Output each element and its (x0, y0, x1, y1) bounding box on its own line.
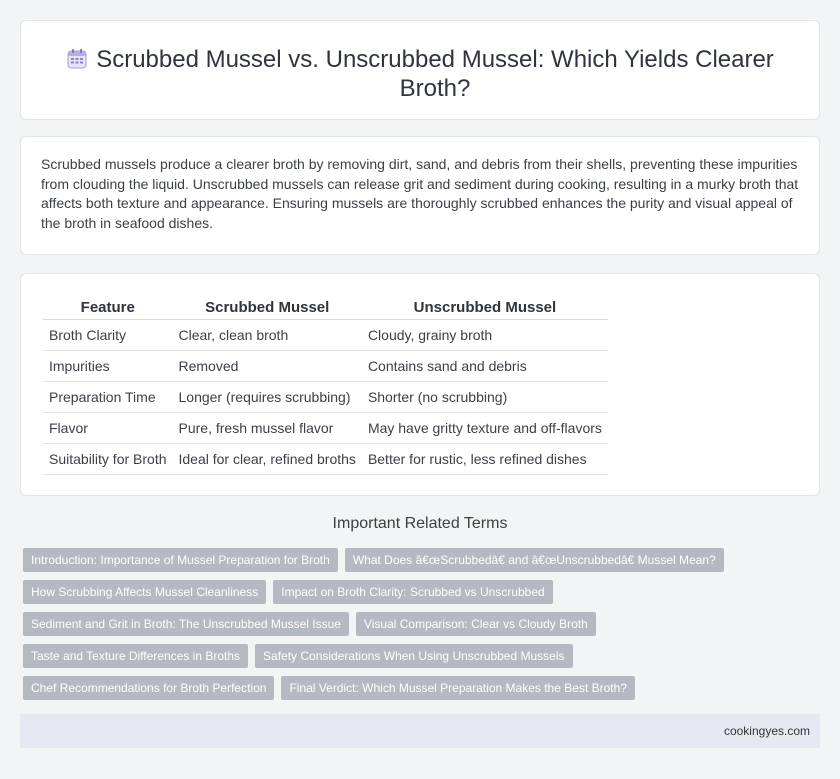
column-header: Unscrubbed Mussel (362, 296, 608, 320)
table-cell: Suitability for Broth (43, 444, 173, 475)
table-row (43, 382, 608, 413)
table-cell: Clear, clean broth (173, 320, 362, 351)
related-term-tag[interactable]: Taste and Texture Differences in Broths (23, 644, 248, 668)
table-cell: Pure, fresh mussel flavor (173, 413, 362, 444)
table-cell: Preparation Time (43, 382, 173, 413)
table-cell: Contains sand and debris (362, 351, 608, 382)
related-term-tag[interactable]: Safety Considerations When Using Unscrubbed Mussels (255, 644, 572, 668)
table-cell: May have gritty texture and off-flavors (362, 413, 608, 444)
header-card (20, 20, 820, 120)
page-title: Scrubbed Mussel vs. Unscrubbed Mussel: Which Yields Clearer Broth? (96, 46, 774, 102)
table-cell: Flavor (43, 413, 173, 444)
tag-row (23, 644, 803, 668)
tag-row (23, 580, 803, 604)
table-row (43, 320, 608, 351)
table-cell: Longer (requires scrubbing) (173, 382, 362, 413)
related-term-tag[interactable]: What Does â€œScrubbedâ€ and â€œUnscrubbedâ€ Mussel Mean? (345, 548, 724, 572)
tag-row (23, 676, 803, 700)
related-term-tag[interactable]: Final Verdict: Which Mussel Preparation Makes the Best Broth? (281, 676, 634, 700)
related-terms-list (23, 548, 803, 708)
table-row (43, 351, 608, 382)
related-term-tag[interactable]: Visual Comparison: Clear vs Cloudy Broth (356, 612, 596, 636)
table-row (43, 413, 608, 444)
table-row (43, 444, 608, 475)
description-card (20, 136, 820, 255)
column-header: Feature (43, 296, 173, 320)
comparison-table (43, 296, 608, 475)
related-terms-title: Important Related Terms (332, 515, 508, 532)
footer (20, 714, 820, 748)
table-cell: Removed (173, 351, 362, 382)
description-text: Scrubbed mussels produce a clearer broth by removing dirt, sand, and debris from their shells, preventing these impurities from clouding the liquid. Unscrubbed mussels can release grit and sediment during cooking, resulting in a murky broth that affects both texture and appearance. Ensuring mussels are thoroughly scrubbed enhances the purity and visual appeal of the broth in seafood dishes. (41, 156, 799, 231)
site-name[interactable]: cookingyes.com (723, 724, 810, 738)
related-term-tag[interactable]: Sediment and Grit in Broth: The Unscrubbed Mussel Issue (23, 612, 349, 636)
table-cell: Better for rustic, less refined dishes (362, 444, 608, 475)
table-header-row (43, 296, 608, 320)
column-header: Scrubbed Mussel (173, 296, 362, 320)
related-term-tag[interactable]: Impact on Broth Clarity: Scrubbed vs Unscrubbed (273, 580, 552, 604)
table-cell: Broth Clarity (43, 320, 173, 351)
table-cell: Cloudy, grainy broth (362, 320, 608, 351)
table-cell: Impurities (43, 351, 173, 382)
table-cell: Ideal for clear, refined broths (173, 444, 362, 475)
comparison-card (20, 273, 820, 496)
related-term-tag[interactable]: How Scrubbing Affects Mussel Cleanliness (23, 580, 266, 604)
tag-row (23, 548, 803, 572)
tag-row (23, 612, 803, 636)
table-cell: Shorter (no scrubbing) (362, 382, 608, 413)
related-term-tag[interactable]: Chef Recommendations for Broth Perfection (23, 676, 274, 700)
related-term-tag[interactable]: Introduction: Importance of Mussel Preparation for Broth (23, 548, 338, 572)
